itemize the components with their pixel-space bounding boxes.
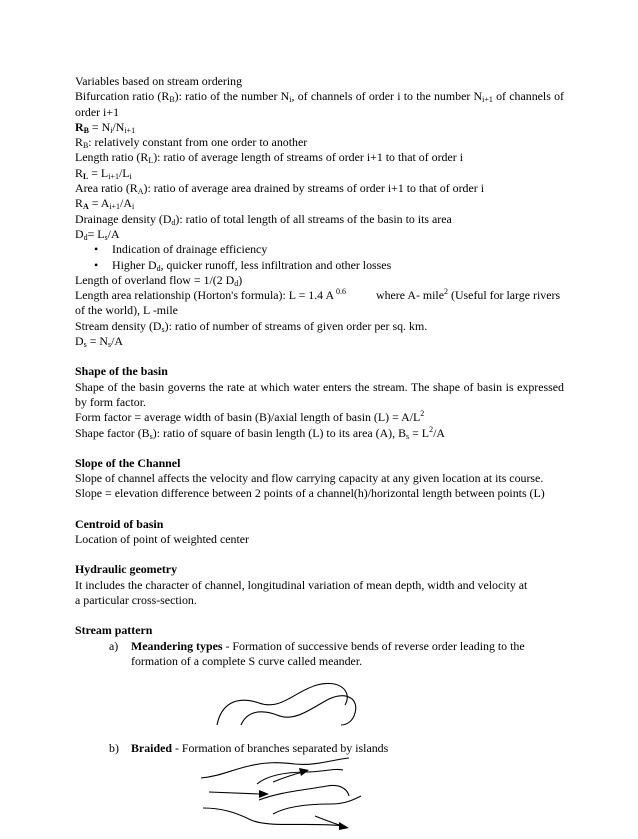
meander-sketch (109, 669, 598, 731)
length-ratio-definition: Length ratio $(R_L)$: ratio of average length of streams of order i+1 to that of order i (75, 150, 464, 166)
drainage-density-definition: Drainage density $(D_d)$: ratio of total length of all streams of the basin to its area (75, 211, 452, 227)
meander-figure (109, 669, 564, 731)
braided-island-2 (259, 786, 349, 801)
stream-pattern-list (75, 639, 564, 835)
overland-flow-length: Length of overland flow = 1/(2 $D_d$) (75, 272, 243, 288)
meander-curve-outer (241, 696, 356, 725)
document-page (75, 74, 564, 834)
flow-arrow-left-line (209, 792, 259, 794)
stream-density-equation: $D_s = N_s/A$ (75, 334, 123, 350)
section-title-hydraulic: Hydraulic geometry (75, 562, 178, 577)
braided-figure (109, 756, 564, 834)
bifurcation-ratio-note: $R_B$: relatively constant from one order to another (75, 135, 308, 151)
list-item-meandering: a) Meandering types - Formation of successive bends of reverse order leading to the formation of a complete S curve called meander. (109, 638, 525, 668)
slope-line-2: Slope = elevation difference between 2 points of a channel(h)/horizontal length between points (L) (75, 486, 545, 501)
section-title-shape: Shape of the basin (75, 364, 168, 379)
section-title-stream-ordering: Variables based on stream ordering (75, 74, 243, 88)
braided-sketch (109, 756, 598, 834)
bifurcation-ratio-equation: $R_B = N_i/N_{i+1}$ (75, 119, 136, 135)
flow-arrow-bottom-icon (339, 822, 349, 830)
shape-factor: Shape factor $(B_s)$: ratio of square of basin length (L) to its area (A), $B_s = L^2/A$ (75, 424, 445, 441)
section-title-stream-pattern: Stream pattern (75, 623, 153, 638)
stream-density-definition: Stream density $(D_s)$: ratio of number of streams of given order per sq. km. (75, 318, 428, 334)
horton-formula: Length area relationship (Horton's formula): L = 1.4 A $^{0.6}$ where A- mile$^2$ (Useful for large rivers (75, 287, 561, 303)
length-ratio-equation: $R_L = L_{i+1}/L_i$ (75, 165, 132, 181)
meander-curve-inner (217, 684, 347, 726)
braided-island-3 (273, 796, 361, 814)
list-item: • Higher $D_d$, quicker runoff, less infiltration and other losses (75, 258, 564, 273)
drainage-density-bullets (75, 242, 564, 273)
shape-paragraph: Shape of the basin governs the rate at which water enters the stream. The shape of basin is expressed by form factor. (75, 379, 564, 409)
slope-line-1: Slope of channel affects the velocity and flow carrying capacity at any given location at its course. (75, 471, 544, 486)
section-title-slope: Slope of the Channel (75, 455, 181, 470)
area-ratio-equation: $R_A = A_{i+1}/A_i$ (75, 196, 135, 212)
centroid-line: Location of point of weighted center (75, 532, 250, 547)
form-factor: Form factor = average width of basin (B)/axial length of basin $(L) = A/L^2$ (75, 409, 425, 425)
drainage-density-equation: $D_d= L_s/A$ (75, 226, 120, 242)
bifurcation-ratio-definition: Bifurcation ratio $(R_B)$: ratio of the number $N_i$, of channels of order i to the number $N_{i+1}$ of channels of order i+1 (75, 89, 565, 119)
braided-channel-lower (203, 808, 345, 826)
list-item-braided: b) Braided - Formation of branches separated by islands (109, 741, 389, 756)
horton-formula-continued: of the world), L -mile (75, 303, 178, 318)
hydraulic-paragraph: It includes the character of channel, longitudinal variation of mean depth, width and velocity at a particular cross-section. (75, 577, 528, 607)
list-item: • Indication of drainage efficiency (75, 242, 564, 257)
section-title-centroid: Centroid of basin (75, 516, 164, 531)
area-ratio-definition: Area ratio $(R_A)$: ratio of average area drained by streams of order i+1 to that of order i (75, 181, 485, 197)
